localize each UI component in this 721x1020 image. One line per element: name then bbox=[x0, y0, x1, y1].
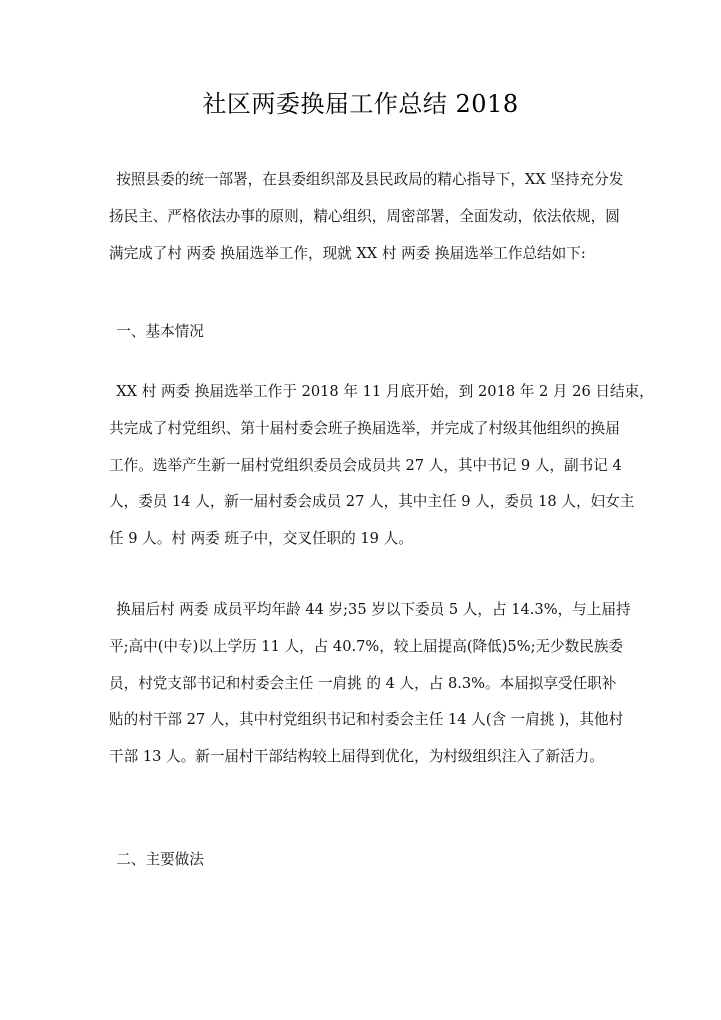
paragraph-line: 按照县委的统一部署，在县委组织部及县民政局的精心指导下，XX 坚持充分发 bbox=[116, 171, 624, 188]
paragraph-line: 贴的村干部 27 人，其中村党组织书记和村委会主任 14 人(含 一肩挑 )，其他村 bbox=[109, 711, 624, 729]
paragraph-line: 任 9 人。村 两委 班子中，交叉任职的 19 人。 bbox=[109, 530, 413, 548]
paragraph-line: XX 村 两委 换届选举工作于 2018 年 11 月底开始，到 2018 年 2 月 26 日结束， bbox=[116, 383, 654, 400]
paragraph-line: 扬民主、严格依法办事的原则，精心组织，周密部署，全面发动，依法依规，圆 bbox=[109, 207, 620, 225]
paragraph-line: 共完成了村党组织、第十届村委会班子换届选举，并完成了村级其他组织的换届 bbox=[109, 419, 620, 437]
paragraph-line: 员，村党支部书记和村委会主任 一肩挑 的 4 人，占 8.3%。本届拟享受任职补 bbox=[109, 674, 617, 692]
paragraph-line: 干部 13 人。新一届村干部结构较上届得到优化，为村级组织注入了新活力。 bbox=[109, 748, 604, 766]
document-title: 社区两委换届工作总结 2018 bbox=[202, 90, 519, 118]
basic-situation-paragraph bbox=[109, 374, 654, 558]
section-heading-main-practices bbox=[109, 842, 613, 879]
paragraph-line: 换届后村 两委 成员平均年龄 44 岁;35 岁以下委员 5 人，占 14.3%，与上届持 bbox=[116, 601, 631, 618]
section-heading: 二、主要做法 bbox=[116, 851, 204, 868]
paragraph-line: 工作。选举产生新一届村党组织委员会成员共 27 人，其中书记 9 人，副书记 4 bbox=[109, 456, 622, 474]
section-heading: 一、基本情况 bbox=[116, 323, 204, 340]
section-heading-basic-situation bbox=[109, 314, 613, 351]
structure-paragraph bbox=[109, 592, 631, 776]
paragraph-line: 平;高中(中专)以上学历 11 人，占 40.7%，较上届提高(降低)5%;无少数民族委 bbox=[109, 637, 624, 655]
intro-paragraph bbox=[109, 162, 624, 272]
paragraph-line: 人，委员 14 人，新一届村委会成员 27 人，其中主任 9 人，委员 18 人，妇女主 bbox=[109, 493, 635, 511]
paragraph-line: 满完成了村 两委 换届选举工作，现就 XX 村 两委 换届选举工作总结如下: bbox=[109, 244, 586, 262]
